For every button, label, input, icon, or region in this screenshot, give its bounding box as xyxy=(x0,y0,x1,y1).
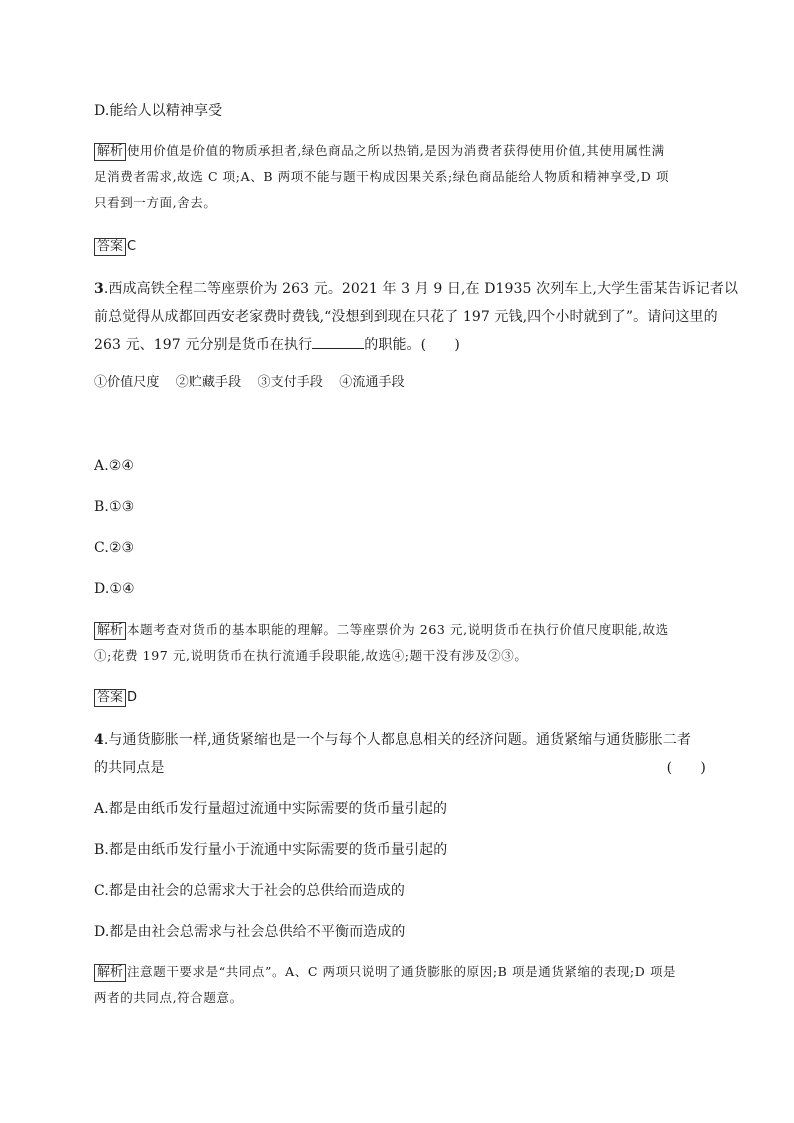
q4-stem-line-1: 4.与通货膨胀一样,通货紧缩也是一个与每个人都息息相关的经济问题。通货紧缩与通货膨胀二者 xyxy=(94,732,692,748)
q4-explanation-line-2: 两者的共同点,符合题意。 xyxy=(94,990,243,1005)
q4-number: 4 xyxy=(94,732,104,748)
q3-option-d: D.①④ xyxy=(94,581,135,597)
q3-option-c: C.②③ xyxy=(94,540,135,556)
q3-explanation xyxy=(94,617,706,669)
q3-explanation-line-1: 解析 本题考查对货币的基本职能的理解。二等座票价为 263 元,说明货币在执行价值尺度职能,故选 xyxy=(94,617,706,643)
q4-option-a: A.都是由纸币发行量超过流通中实际需要的货币量引起的 xyxy=(94,801,448,817)
q2-explanation-line-1: 解析 使用价值是价值的物质承担者,绿色商品之所以热销,是因为消费者获得使用价值,其使用属性满 xyxy=(94,138,706,164)
q3-stem-line-3: 263 元、197 元分别是货币在执行 的职能。( ) xyxy=(94,337,460,353)
q4-option-d: D.都是由社会总需求与社会总供给不平衡而造成的 xyxy=(94,924,406,940)
q3-item-3: ③支付手段 xyxy=(257,375,324,390)
explanation-tag: 解析 xyxy=(94,964,126,982)
q4-stem-line-2: 的共同点是 ( ) xyxy=(94,760,706,776)
q3-answer-value: D xyxy=(127,690,138,705)
fill-blank xyxy=(312,336,364,349)
q2-option-d: D.能给人以精神享受 xyxy=(94,103,223,119)
q2-answer-value: C xyxy=(127,239,137,254)
document-page xyxy=(94,0,739,1123)
q3-number: 3 xyxy=(94,281,104,297)
q3-option-b: B.①③ xyxy=(94,499,135,515)
answer-tag: 答案 xyxy=(94,689,126,707)
q3-explanation-line-2: ①;花费 197 元,说明货币在执行流通手段职能,故选④;题干没有涉及②③。 xyxy=(94,648,528,663)
q2-explanation-line-2: 足消费者需求,故选 C 项;A、B 两项不能与题干构成因果关系;绿色商品能给人物质和精神享受,D 项 xyxy=(94,169,670,184)
q4-explanation-line-1: 解析 注意题干要求是“共同点”。A、C 两项只说明了通货膨胀的原因;B 项是通货紧缩的表现;D 项是 xyxy=(94,959,706,985)
q3-stem-line-1: 3.西成高铁全程二等座票价为 263 元。2021 年 3 月 9 日,在 D1935 次列车上,大学生雷某告诉记者以 xyxy=(94,281,739,297)
q4-option-b: B.都是由纸币发行量小于流通中实际需要的货币量引起的 xyxy=(94,842,448,858)
q3-item-1: ①价值尺度 xyxy=(94,375,160,390)
q3-items xyxy=(94,373,405,393)
q2-explanation xyxy=(94,138,706,216)
answer-paren: ( ) xyxy=(666,760,706,776)
q3-item-4: ④流通手段 xyxy=(339,375,405,390)
q3-item-2: ②贮藏手段 xyxy=(175,375,242,390)
q4-explanation xyxy=(94,959,706,1011)
q4-option-c: C.都是由社会的总需求大于社会的总供给而造成的 xyxy=(94,883,405,899)
q3-stem-line-2: 前总觉得从成都回西安老家费时费钱,“没想到到现在只花了 197 元钱,四个小时就到了”。请问这里的 xyxy=(94,309,718,325)
q3-answer xyxy=(94,688,137,708)
explanation-tag: 解析 xyxy=(94,143,126,161)
explanation-tag: 解析 xyxy=(94,622,126,640)
q2-explanation-line-3: 只看到一方面,舍去。 xyxy=(94,195,217,210)
q2-answer xyxy=(94,237,136,257)
answer-tag: 答案 xyxy=(94,238,126,256)
q3-option-a: A.②④ xyxy=(94,458,135,474)
